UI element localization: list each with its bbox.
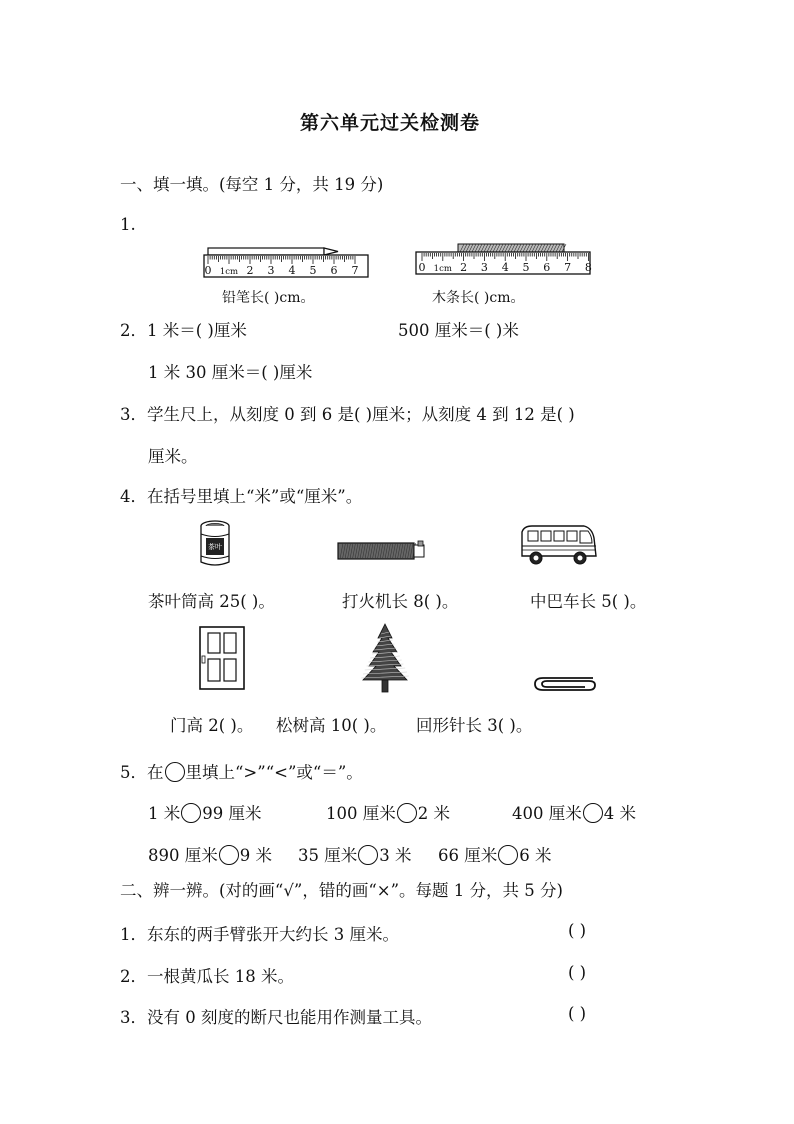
pine-tree-height-item: 松树高 10( )。: [276, 716, 387, 735]
ruler-tick-label: 4: [501, 261, 509, 274]
comparison-3: [512, 800, 636, 824]
section-two-heading: 二、辨一辨。(对的画“√”，错的画“×”。每题 1 分，共 5 分): [120, 881, 563, 900]
comparison-3-left: 400 厘米: [512, 804, 582, 823]
ruler-tick-label: 2: [460, 261, 468, 274]
comparison-5-circle[interactable]: [358, 845, 378, 865]
question-2-line-2: 1 米 30 厘米＝( )厘米: [148, 363, 313, 382]
ruler-with-pencil: [204, 246, 368, 280]
tea-can-label: 茶叶: [208, 543, 222, 551]
minibus-length-item: 中巴车长 5( )。: [530, 592, 647, 611]
ruler-tick-label: 6: [330, 264, 338, 277]
ruler-tick-label: 5: [522, 261, 530, 274]
judge-item-2: 2．一根黄瓜长 18 米。: [120, 967, 294, 986]
ruler-tick-label: 7: [564, 261, 572, 274]
question-2-line-1b: 500 厘米＝( )米: [398, 321, 519, 340]
comparison-5-right: 3 米: [379, 846, 412, 865]
wood-length-label: 木条长( )cm。: [432, 290, 525, 306]
ruler-tick-label: 8: [584, 261, 592, 274]
page-title: 第六单元过关检测卷: [300, 112, 481, 134]
comparison-5-left: 35 厘米: [298, 846, 358, 865]
tea-can-image: [198, 520, 232, 568]
ruler-tick-label: 6: [543, 261, 551, 274]
judge-item-3-answer[interactable]: ( ): [568, 1004, 587, 1023]
question-3-line-1: 3．学生尺上，从刻度 0 到 6 是( )厘米；从刻度 4 到 12 是( ): [120, 405, 575, 424]
minibus-image: [518, 524, 598, 568]
ruler-tick-label: 1cm: [219, 267, 239, 277]
ruler-tick-label: 4: [288, 264, 296, 277]
lighter-length-item: 打火机长 8( )。: [342, 592, 459, 611]
ruler-tick-label: 5: [309, 264, 317, 277]
question-5-intro: [120, 759, 363, 783]
pine-tree-image: [359, 622, 411, 694]
question-3-line-2: 厘米。: [148, 447, 198, 466]
compare-circle-example: [165, 762, 185, 782]
section-one-heading: 一、填一填。(每空 1 分，共 19 分): [120, 175, 384, 194]
paper-clip-image: [533, 674, 599, 694]
paper-clip-length-item: 回形针长 3( )。: [416, 716, 533, 735]
pencil-tip: [324, 248, 338, 255]
pencil-body: [208, 248, 324, 255]
ruler-tick-label: 2: [246, 264, 254, 277]
ruler-tick-label: 1cm: [433, 264, 452, 274]
ruler-tick-label: 0: [418, 261, 426, 274]
ruler-tick-label: 0: [204, 264, 212, 277]
ruler-tick-label: 3: [480, 261, 488, 274]
ruler-tick-label: 7: [351, 264, 359, 277]
comparison-6: [438, 842, 552, 866]
question-5-intro-b: 里填上“>”“<”或“＝”。: [185, 763, 363, 782]
comparison-4-circle[interactable]: [219, 845, 239, 865]
comparison-3-right: 4 米: [603, 804, 636, 823]
question-2-line-1a: 2．1 米＝( )厘米: [120, 321, 247, 340]
comparison-4-left: 890 厘米: [148, 846, 218, 865]
comparison-2: [326, 800, 450, 824]
comparison-4: [148, 842, 272, 866]
tea-can-height-item: 茶叶筒高 25( )。: [148, 592, 275, 611]
comparison-2-left: 100 厘米: [326, 804, 396, 823]
comparison-6-left: 66 厘米: [438, 846, 498, 865]
comparison-5: [298, 842, 412, 866]
judge-item-2-answer[interactable]: ( ): [568, 963, 587, 982]
comparison-6-right: 6 米: [519, 846, 552, 865]
question-1-number: 1.: [120, 215, 136, 234]
comparison-2-right: 2 米: [417, 804, 450, 823]
comparison-6-circle[interactable]: [498, 845, 518, 865]
comparison-2-circle[interactable]: [397, 803, 417, 823]
judge-item-3: 3．没有 0 刻度的断尺也能用作测量工具。: [120, 1008, 432, 1027]
comparison-1: [148, 800, 262, 824]
ruler-with-wood-strip: [416, 242, 590, 276]
comparison-1-circle[interactable]: [181, 803, 201, 823]
comparison-1-left: 1 米: [148, 804, 181, 823]
judge-item-1: 1．东东的两手臂张开大约长 3 厘米。: [120, 925, 399, 944]
lighter-image: [338, 540, 428, 562]
comparison-3-circle[interactable]: [583, 803, 603, 823]
ruler-tick-label: 3: [267, 264, 275, 277]
judge-item-1-answer[interactable]: ( ): [568, 921, 587, 940]
door-height-item: 门高 2( )。: [170, 716, 254, 735]
pencil-length-label: 铅笔长( )cm。: [222, 290, 315, 306]
comparison-1-right: 99 厘米: [202, 804, 262, 823]
door-image: [199, 626, 245, 690]
question-5-intro-a: 5．在: [120, 763, 164, 782]
question-4-intro: 4．在括号里填上“米”或“厘米”。: [120, 487, 363, 506]
comparison-4-right: 9 米: [239, 846, 272, 865]
